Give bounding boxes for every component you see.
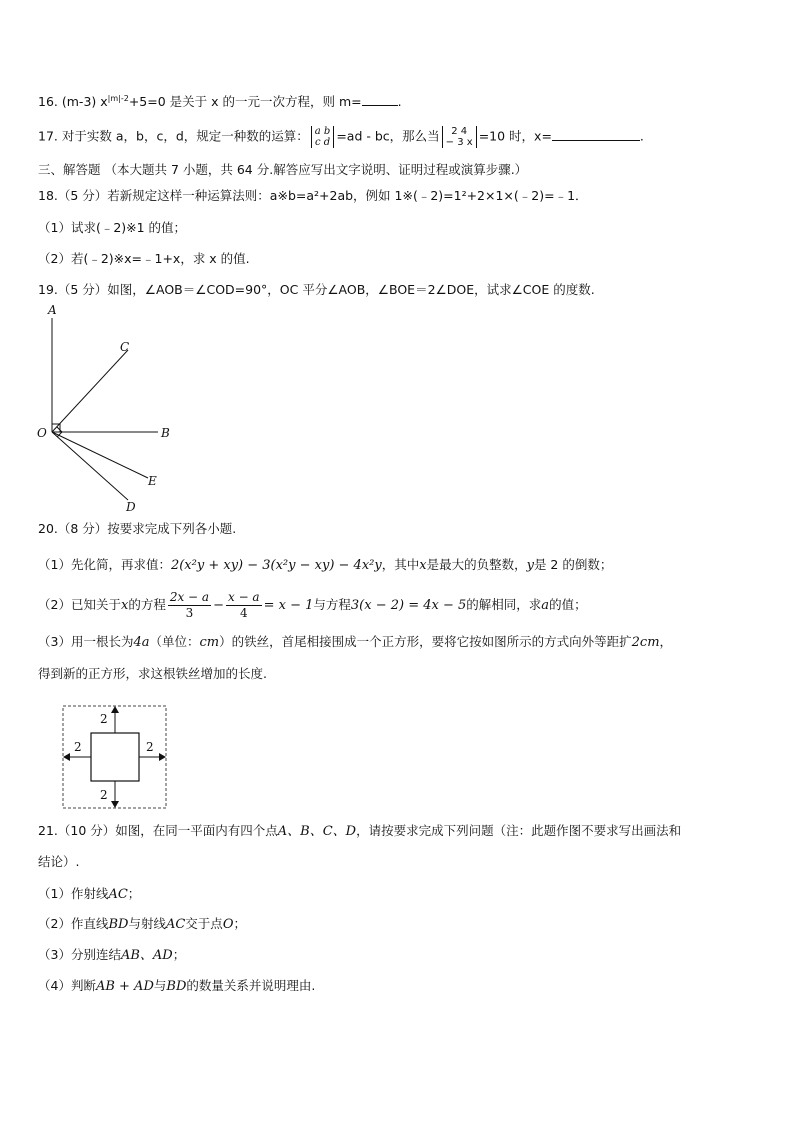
- label-left-distance: 2: [74, 740, 82, 754]
- q17-number: 17.: [38, 128, 58, 144]
- q17-det1-row1: a b: [314, 126, 331, 137]
- q21-part1-end: ；: [127, 886, 141, 901]
- q17-det2-row2: − 3 x: [445, 137, 473, 148]
- q21-header-line2: 结论）.: [38, 854, 80, 869]
- q18-header: 18.（5 分）若新规定这样一种运算法则：a※b=a²+2ab，例如 1※(﹣2)=1²+2×1×(﹣2)=﹣1．: [38, 188, 588, 203]
- q16-line: [38, 90, 402, 111]
- q21-part4: [38, 977, 315, 996]
- section3-title: 三、解答题 （本大题共 7 小题，共 64 分.解答应写出文字说明、证明过程或演算步骤.）: [38, 162, 528, 177]
- q20-part2-var-a: a: [541, 598, 550, 613]
- q20-frac2-numerator: x − a: [227, 590, 260, 604]
- label-e: E: [148, 474, 157, 488]
- arrow-up-icon: [111, 706, 119, 713]
- q21-part1: [38, 885, 140, 904]
- q16-answer-blank: [362, 105, 398, 106]
- q20-part2-var-x: x: [120, 598, 129, 613]
- q20-fraction-1: [168, 590, 211, 621]
- ray-oe: [52, 432, 148, 478]
- q17-det1-row2: c d: [314, 137, 331, 148]
- q17-text1: 对于实数 a，b，c，d，规定一种数的运算：: [61, 128, 309, 144]
- q20-part1-var-x: x: [419, 558, 427, 573]
- q21-part2: [38, 915, 246, 934]
- q20-minus-sign: −: [213, 598, 224, 613]
- q18-part2: （2）若(﹣2)※x=﹣1+x，求 x 的值.: [38, 251, 250, 266]
- q21-part2-point: O: [222, 917, 234, 932]
- q20-part1-text-b: ，其中: [381, 557, 420, 572]
- q18-part1: （1）试求(﹣2)※1 的值；: [38, 220, 187, 235]
- q21-part1-ray: AC: [108, 887, 128, 902]
- q20-part3-text-d: ，: [659, 634, 673, 649]
- q17-det2-row1: 2 4: [451, 126, 468, 137]
- q20-part2-text-e: 的值；: [549, 597, 587, 612]
- arrow-left-icon: [63, 753, 70, 761]
- q20-part3-text-c: ）的铁丝，首尾相接围成一个正方形，要将它按如图所示的方式向外等距扩: [219, 634, 632, 649]
- q20-part2-text-b: 的方程: [128, 597, 166, 612]
- q20-part1-label: （1）先化简，再求值：: [38, 557, 171, 572]
- q16-number: 16.: [38, 94, 58, 110]
- q20-part1-var-y: y: [526, 558, 534, 573]
- q17-end: .: [639, 128, 644, 144]
- q21-header: [38, 822, 681, 841]
- q17-answer-blank: [552, 140, 640, 141]
- q21-part4-text-c: 的数量关系并说明理由.: [186, 978, 316, 993]
- q20-part3-label: （3）用一根长为: [38, 634, 134, 649]
- label-top-distance: 2: [100, 712, 108, 726]
- arrow-down-icon: [111, 801, 119, 808]
- q17-determinant-1: [311, 126, 335, 148]
- q21-header-text-a: 21.（10 分）如图，在同一平面内有四个点: [38, 823, 278, 838]
- q21-part1-label: （1）作射线: [38, 886, 109, 901]
- q20-part2: [38, 589, 587, 622]
- q19-angle-figure: [30, 300, 190, 515]
- q17-line: [38, 126, 644, 148]
- q16-suffix: +5=0 是关于 x 的一元一次方程，则 m=: [128, 94, 362, 110]
- q20-part3-unit: cm: [199, 635, 220, 650]
- q20-header: 20.（8 分）按要求完成下列各小题.: [38, 521, 237, 536]
- q21-part2-text-b: 与射线: [128, 916, 166, 931]
- q21-part4-expression: AB + AD: [95, 979, 154, 994]
- q16-end: .: [397, 94, 402, 110]
- q20-part3-distance: 2cm: [631, 635, 660, 650]
- label-c: C: [120, 340, 130, 354]
- ray-od: [52, 432, 128, 500]
- q21-part3-segments: AB、AD: [120, 948, 173, 963]
- q21-part3-end: ；: [172, 947, 186, 962]
- label-o: O: [37, 426, 47, 440]
- q16-exponent: |m|-2: [107, 94, 129, 103]
- q20-part1: [38, 556, 612, 575]
- q20-part1-text-d: 是 2 的倒数；: [533, 557, 613, 572]
- q20-fraction-2: [226, 590, 262, 621]
- q20-part2-text-c: 与方程: [313, 597, 351, 612]
- q20-frac1-numerator: 2x − a: [169, 590, 210, 604]
- label-b: B: [161, 426, 170, 440]
- label-a: A: [48, 303, 57, 317]
- q20-part2-equation-2: 3(x − 2) = 4x − 5: [350, 598, 467, 613]
- q20-frac2-denominator: 4: [239, 606, 248, 620]
- q21-part3-label: （3）分别连结: [38, 947, 121, 962]
- q20-square-expansion-figure: [60, 703, 170, 811]
- q21-part2-text-c: 交于点: [185, 916, 223, 931]
- q20-part1-text-c: 是最大的负整数，: [426, 557, 527, 572]
- q21-part2-end: ；: [233, 916, 246, 931]
- q20-part2-equation-rhs: = x − 1: [263, 598, 314, 613]
- q21-part2-line: BD: [108, 917, 129, 932]
- q17-text3: =10 时，x=: [478, 128, 552, 144]
- q20-part3: [38, 633, 672, 652]
- q19-header: 19.（5 分）如图，∠AOB＝∠COD=90°，OC 平分∠AOB，∠BOE＝2∠DOE，试求∠COE 的度数.: [38, 282, 595, 297]
- q20-part2-label: （2）已知关于: [38, 597, 121, 612]
- q20-part3-text-b: （单位：: [149, 634, 200, 649]
- label-d: D: [126, 500, 136, 514]
- q17-determinant-2: [442, 126, 477, 148]
- q20-part2-text-d: 的解相同，求: [466, 597, 542, 612]
- q16-prefix: (m-3) x: [61, 94, 108, 110]
- q21-part4-text-b: 与: [153, 978, 167, 993]
- q21-part3: [38, 946, 185, 965]
- arrow-right-icon: [159, 753, 166, 761]
- q20-part1-expression: 2(x²y + xy) − 3(x²y − xy) − 4x²y: [170, 558, 382, 573]
- q21-part4-bd: BD: [166, 979, 187, 994]
- q20-part3-line2: 得到新的正方形，求这根铁丝增加的长度.: [38, 666, 267, 681]
- q20-part3-length: 4a: [133, 635, 150, 650]
- q17-text2: =ad - bc，那么当: [336, 128, 440, 144]
- ray-oc: [52, 350, 128, 432]
- q21-points: A、B、C、D: [277, 824, 357, 839]
- q21-header-text-b: ，请按要求完成下列问题（注：此题作图不要求写出画法和: [356, 823, 682, 838]
- q21-part2-label: （2）作直线: [38, 916, 109, 931]
- inner-square: [91, 733, 139, 781]
- q21-part4-label: （4）判断: [38, 978, 96, 993]
- q20-frac1-denominator: 3: [185, 606, 194, 620]
- label-bottom-distance: 2: [100, 788, 108, 802]
- label-right-distance: 2: [146, 740, 154, 754]
- q21-part2-ray: AC: [165, 917, 186, 932]
